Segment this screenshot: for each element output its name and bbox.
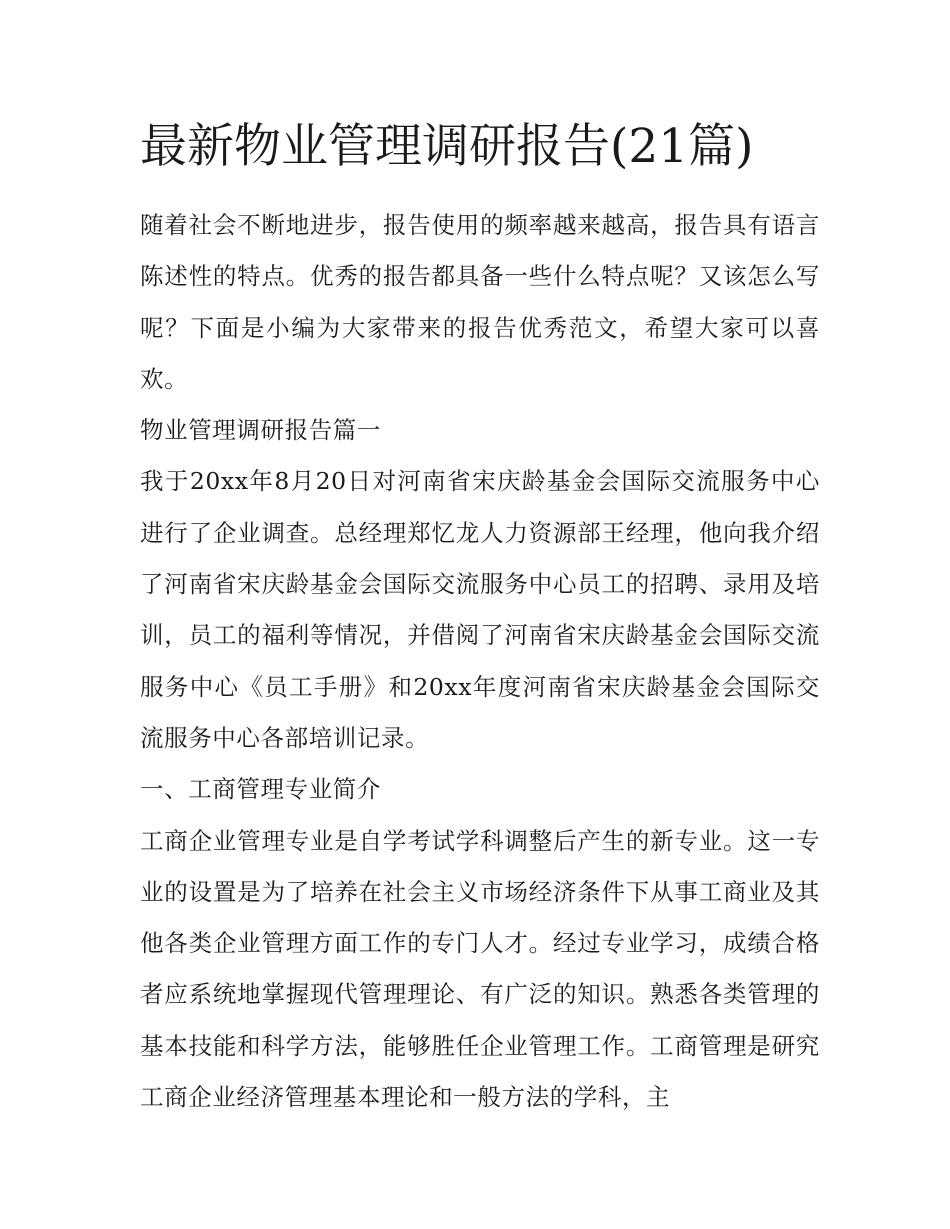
intro-paragraph: 随着社会不断地进步，报告使用的频率越来越高，报告具有语言陈述性的特点。优秀的报告都具备一些什么特点呢？又该怎么写呢？下面是小编为大家带来的报告优秀范文，希望大家可以喜欢。	[140, 211, 820, 393]
document-page	[140, 112, 820, 1123]
body-paragraph-survey: 我于20xx年8月20日对河南省宋庆龄基金会国际交流服务中心进行了企业调查。总经理郑忆龙人力资源部王经理，他向我介绍了河南省宋庆龄基金会国际交流服务中心员工的招聘、录用及培训，员工的福利等情况，并借阅了河南省宋庆龄基金会国际交流服务中心《员工手册》和20xx年度河南省宋庆龄基金会国际交流服务中心各部培训记录。	[140, 467, 820, 752]
body-paragraph-major: 工商企业管理专业是自学考试学科调整后产生的新专业。这一专业的设置是为了培养在社会主义市场经济条件下从事工商业及其他各类企业管理方面工作的专门人才。经过专业学习，成绩合格者应系统地掌握现代管理理论、有广泛的知识。熟悉各类管理的基本技能和科学方法，能够胜任企业管理工作。工商管理是研究工商企业经济管理基本理论和一般方法的学科，主	[140, 826, 820, 1112]
section-heading-part-one: 物业管理调研报告篇一	[140, 416, 381, 445]
section-heading-major-intro: 一、工商管理专业简介	[140, 775, 381, 804]
document-title: 最新物业管理调研报告(21篇)	[140, 119, 754, 174]
